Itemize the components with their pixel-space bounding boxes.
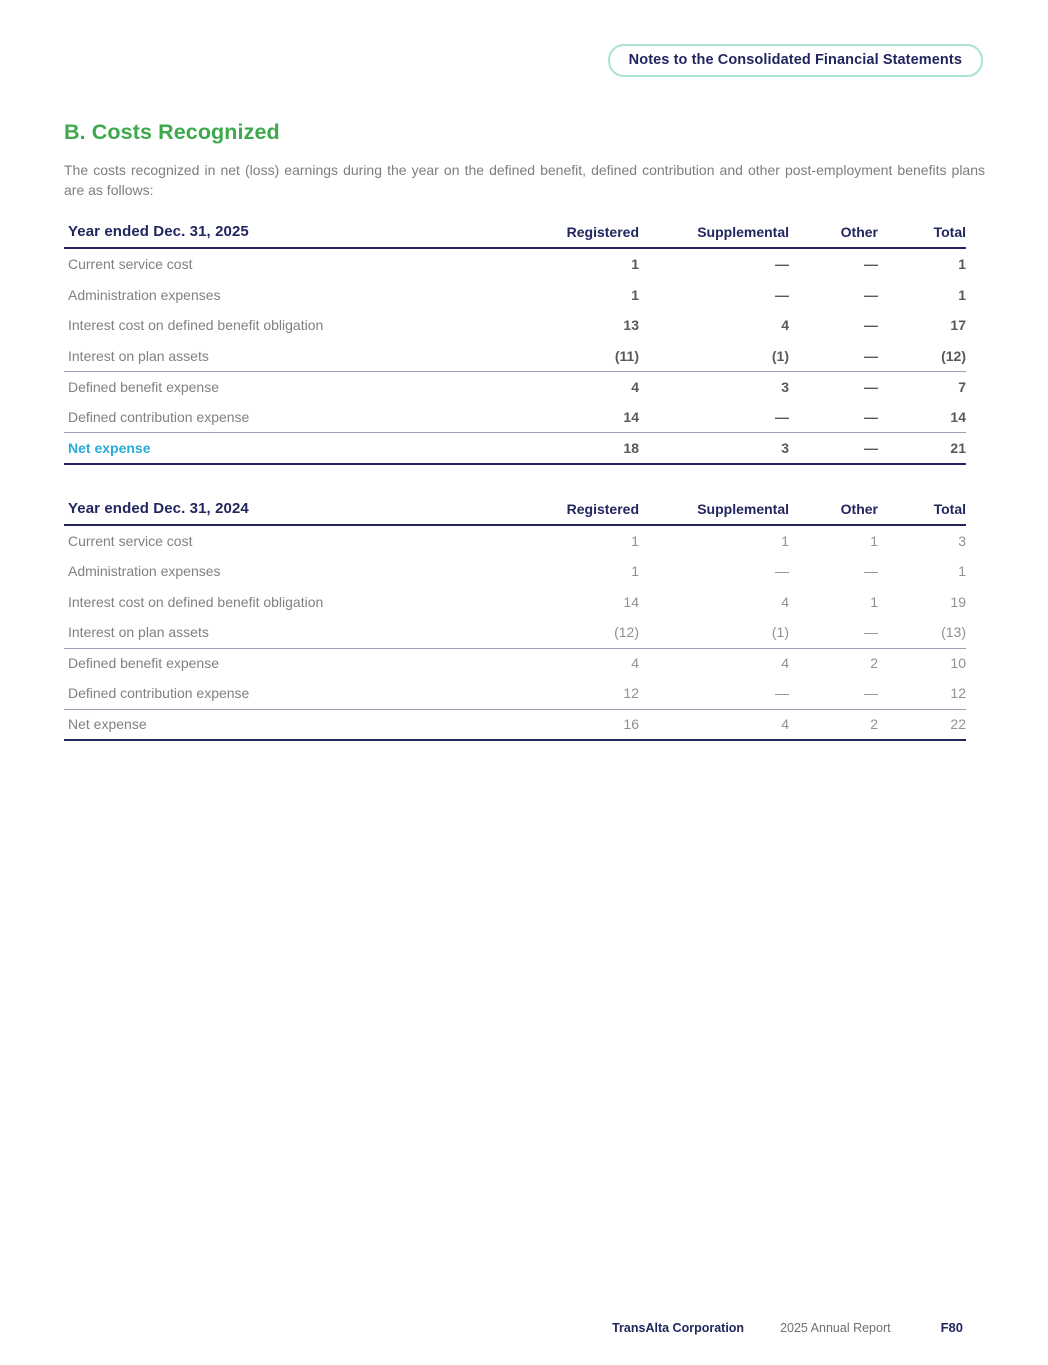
cell-registered: 1 — [631, 286, 639, 303]
row-label: Current service cost — [68, 532, 193, 549]
notes-header-badge: Notes to the Consolidated Financial Statements — [608, 44, 983, 77]
page-footer — [0, 1320, 963, 1335]
cell-total: 3 — [958, 532, 966, 549]
row-label: Administration expenses — [68, 286, 221, 303]
section-title: B. Costs Recognized — [64, 120, 280, 144]
cell-supplemental: (1) — [771, 347, 789, 364]
table-2025-body — [64, 249, 966, 465]
cell-total: 21 — [950, 439, 966, 456]
cell-registered: (11) — [614, 347, 639, 364]
column-header-other: Other — [840, 500, 878, 517]
table-row-net-expense — [64, 432, 966, 463]
cell-supplemental: — — [775, 685, 789, 702]
column-header-total: Total — [933, 224, 966, 240]
cell-total: 17 — [950, 317, 966, 334]
cell-other: — — [864, 347, 878, 364]
table-row — [64, 310, 966, 341]
cell-total: 12 — [950, 685, 966, 702]
cell-total: 7 — [958, 378, 966, 395]
page-header — [0, 0, 1048, 77]
cell-supplemental: — — [775, 563, 789, 580]
cell-registered: 1 — [631, 563, 639, 580]
table-row — [64, 678, 966, 709]
cell-supplemental: — — [775, 286, 789, 303]
table-2024-header-row — [64, 497, 966, 526]
cell-total: 1 — [958, 286, 966, 303]
cell-registered: 1 — [631, 256, 639, 273]
cell-total: (13) — [941, 624, 966, 641]
cell-supplemental: — — [775, 408, 789, 425]
cell-registered: 12 — [623, 685, 639, 702]
table-row — [64, 371, 966, 402]
row-label: Interest cost on defined benefit obligation — [68, 593, 324, 610]
cell-total: 1 — [958, 256, 966, 273]
cell-other: — — [864, 378, 878, 395]
costs-recognized-section — [0, 120, 1048, 741]
table-row — [64, 617, 966, 648]
cell-other: 1 — [870, 593, 878, 610]
cell-supplemental: 3 — [781, 439, 789, 456]
cell-total: 10 — [950, 655, 966, 672]
cell-total: (12) — [941, 347, 966, 364]
cell-other: — — [864, 256, 878, 273]
row-label: Defined contribution expense — [68, 408, 250, 425]
cell-other: 1 — [870, 532, 878, 549]
cell-registered: 1 — [631, 532, 639, 549]
cell-registered: 14 — [623, 408, 639, 425]
footer-page-number: F80 — [940, 1320, 963, 1335]
cell-registered: (12) — [614, 624, 639, 641]
cell-total: 14 — [950, 408, 966, 425]
cell-supplemental: — — [775, 256, 789, 273]
column-header-supplemental: Supplemental — [697, 224, 789, 240]
table-2024-caption: Year ended Dec. 31, 2024 — [68, 499, 249, 517]
column-header-supplemental: Supplemental — [697, 500, 789, 517]
cell-supplemental: 4 — [781, 716, 789, 733]
table-row — [64, 526, 966, 557]
column-header-other: Other — [840, 224, 878, 240]
table-row — [64, 648, 966, 679]
cell-supplemental: 3 — [781, 378, 789, 395]
cell-registered: 14 — [623, 593, 639, 610]
cell-total: 1 — [958, 563, 966, 580]
table-2025 — [64, 220, 966, 465]
cell-other: — — [864, 317, 878, 334]
table-row — [64, 587, 966, 618]
cell-registered: 4 — [631, 655, 639, 672]
table-row — [64, 556, 966, 587]
cell-supplemental: (1) — [771, 624, 789, 641]
table-row — [64, 280, 966, 311]
row-label: Defined benefit expense — [68, 655, 219, 672]
row-label: Current service cost — [68, 256, 193, 273]
cell-other: 2 — [870, 716, 878, 733]
row-label: Net expense — [68, 716, 147, 733]
cell-other: — — [864, 286, 878, 303]
cell-registered: 18 — [623, 439, 639, 456]
footer-company: TransAlta Corporation — [612, 1321, 745, 1335]
column-header-registered: Registered — [566, 500, 639, 517]
table-row-net-expense — [64, 709, 966, 740]
cell-supplemental: 4 — [781, 317, 789, 334]
cell-supplemental: 4 — [781, 593, 789, 610]
cell-registered: 4 — [631, 378, 639, 395]
column-header-total: Total — [933, 500, 966, 517]
cell-registered: 16 — [623, 716, 639, 733]
cell-other: — — [864, 563, 878, 580]
row-label: Net expense — [68, 439, 151, 456]
row-label: Interest on plan assets — [68, 347, 209, 364]
row-label: Defined benefit expense — [68, 378, 219, 395]
table-2025-caption: Year ended Dec. 31, 2025 — [68, 223, 249, 240]
footer-report-title: 2025 Annual Report — [780, 1321, 891, 1335]
column-header-registered: Registered — [566, 224, 639, 240]
table-2024-body — [64, 526, 966, 742]
cell-supplemental: 4 — [781, 655, 789, 672]
table-row — [64, 402, 966, 433]
intro-paragraph: The costs recognized in net (loss) earnings during the year on the defined benefit, defined contribution and other post-employment benefits plans are as follows: — [64, 162, 985, 198]
table-2025-header-row — [64, 220, 966, 249]
cell-total: 19 — [950, 593, 966, 610]
cell-other: — — [864, 439, 878, 456]
cell-total: 22 — [950, 716, 966, 733]
row-label: Administration expenses — [68, 563, 221, 580]
cell-registered: 13 — [623, 317, 639, 334]
table-2024 — [64, 497, 966, 742]
row-label: Interest on plan assets — [68, 624, 209, 641]
cell-supplemental: 1 — [781, 532, 789, 549]
cell-other: — — [864, 685, 878, 702]
cell-other: — — [864, 408, 878, 425]
row-label: Interest cost on defined benefit obligation — [68, 317, 324, 334]
row-label: Defined contribution expense — [68, 685, 250, 702]
table-row — [64, 341, 966, 372]
table-row — [64, 249, 966, 280]
cell-other: 2 — [870, 655, 878, 672]
cell-other: — — [864, 624, 878, 641]
